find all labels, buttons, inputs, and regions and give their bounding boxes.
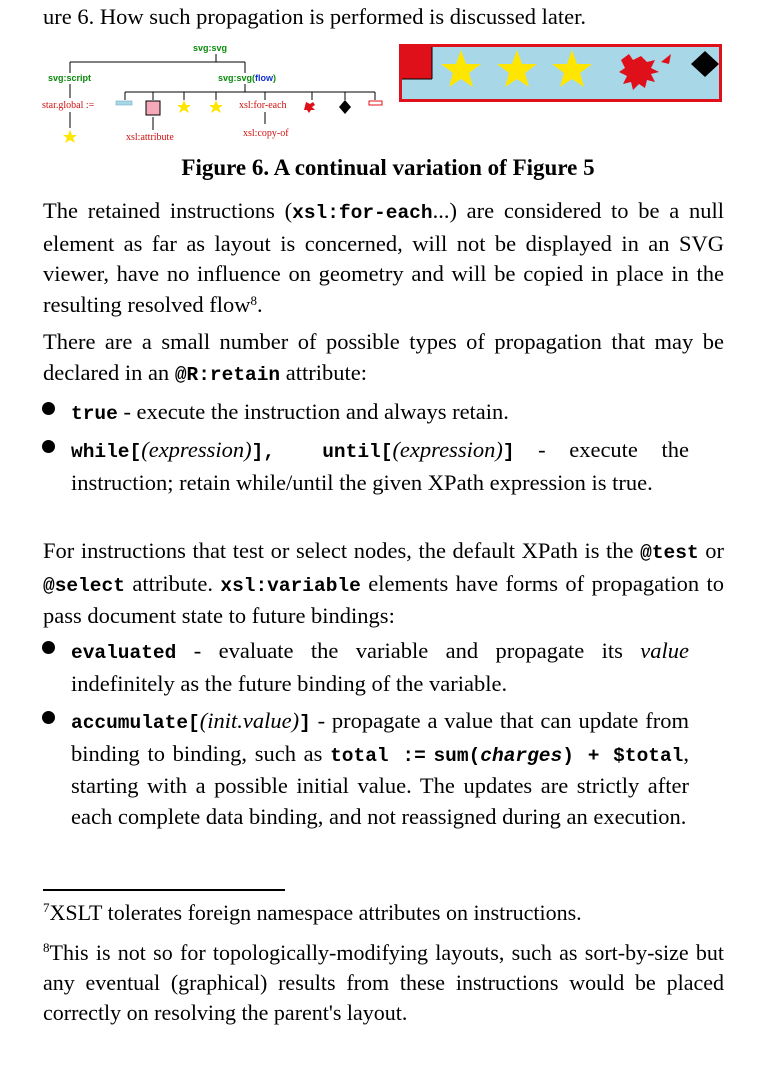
paragraph-3: For instructions that test or select nodes, the default XPath is the @test or @select attribute. xsl:variable elements have forms of propagation to pass document state to future bindings:	[43, 538, 724, 628]
bullet-dot	[42, 711, 55, 724]
paragraph-2: There are a small number of possible types of propagation that may be declared in an @R:retain attribute:	[43, 329, 724, 386]
bullet-evaluated: evaluated - evaluate the variable and propagate its value indefinitely as the future binding of the variable.	[71, 638, 689, 696]
bullet-accumulate: accumulate[(init.value)] - propagate a value that can update from binding to binding, such as total := sum(charges) + $total, starting with a possible initial value. The updates are strictly after each complete data binding, and not reassigned during an execution.	[71, 708, 689, 829]
footnote-rule	[43, 889, 285, 891]
bullet-while-until: while[(expression)], until[(expression)] - execute the instruction; retain while/until the given XPath expression is true.	[71, 437, 689, 495]
node-svg-flow: svg:svg(flow)	[218, 73, 277, 83]
bullet-true: true - execute the instruction and always retain.	[71, 399, 509, 425]
node-svg-script: svg:script	[48, 73, 92, 83]
tree-lines	[40, 40, 390, 150]
footnote-ref-8: 8	[250, 292, 257, 308]
node-for-each: xsl:for-each	[239, 100, 287, 111]
node-star-global: star.global :=	[42, 100, 95, 111]
figure-caption: Figure 6. A continual variation of Figure 5	[181, 155, 595, 180]
footnote-7: $^7$XSLT tolerates foreign namespace attributes on instructions.	[43, 900, 582, 925]
bullet-dot	[42, 440, 55, 453]
rendered-figure	[399, 44, 722, 102]
top-line: ure 6. How such propagation is performed is discussed later.	[43, 4, 586, 29]
bullet-dot	[42, 641, 55, 654]
tree-diagram	[40, 40, 390, 150]
node-xsl-attribute: xsl:attribute	[126, 132, 174, 143]
node-copy-of: xsl:copy-of	[243, 128, 289, 139]
flag-illustration	[399, 44, 722, 102]
node-flow-word: flow	[255, 73, 274, 83]
paragraph-1: The retained instructions (xsl:for-each...) are considered to be a null element as far as layout is concerned, will not be displayed in an SVG viewer, have no influence on geometry and will be copied in place in the resulting resolved flow$^8$.	[43, 198, 724, 317]
footnote-8: $^8$This is not so for topologically-modifying layouts, such as sort-by-size but any eventual (graphical) results from these instructions would be placed correctly on resolving the parent's layout.	[43, 940, 724, 1025]
bullet-dot	[42, 402, 55, 415]
node-svg-root: svg:svg	[193, 43, 228, 53]
